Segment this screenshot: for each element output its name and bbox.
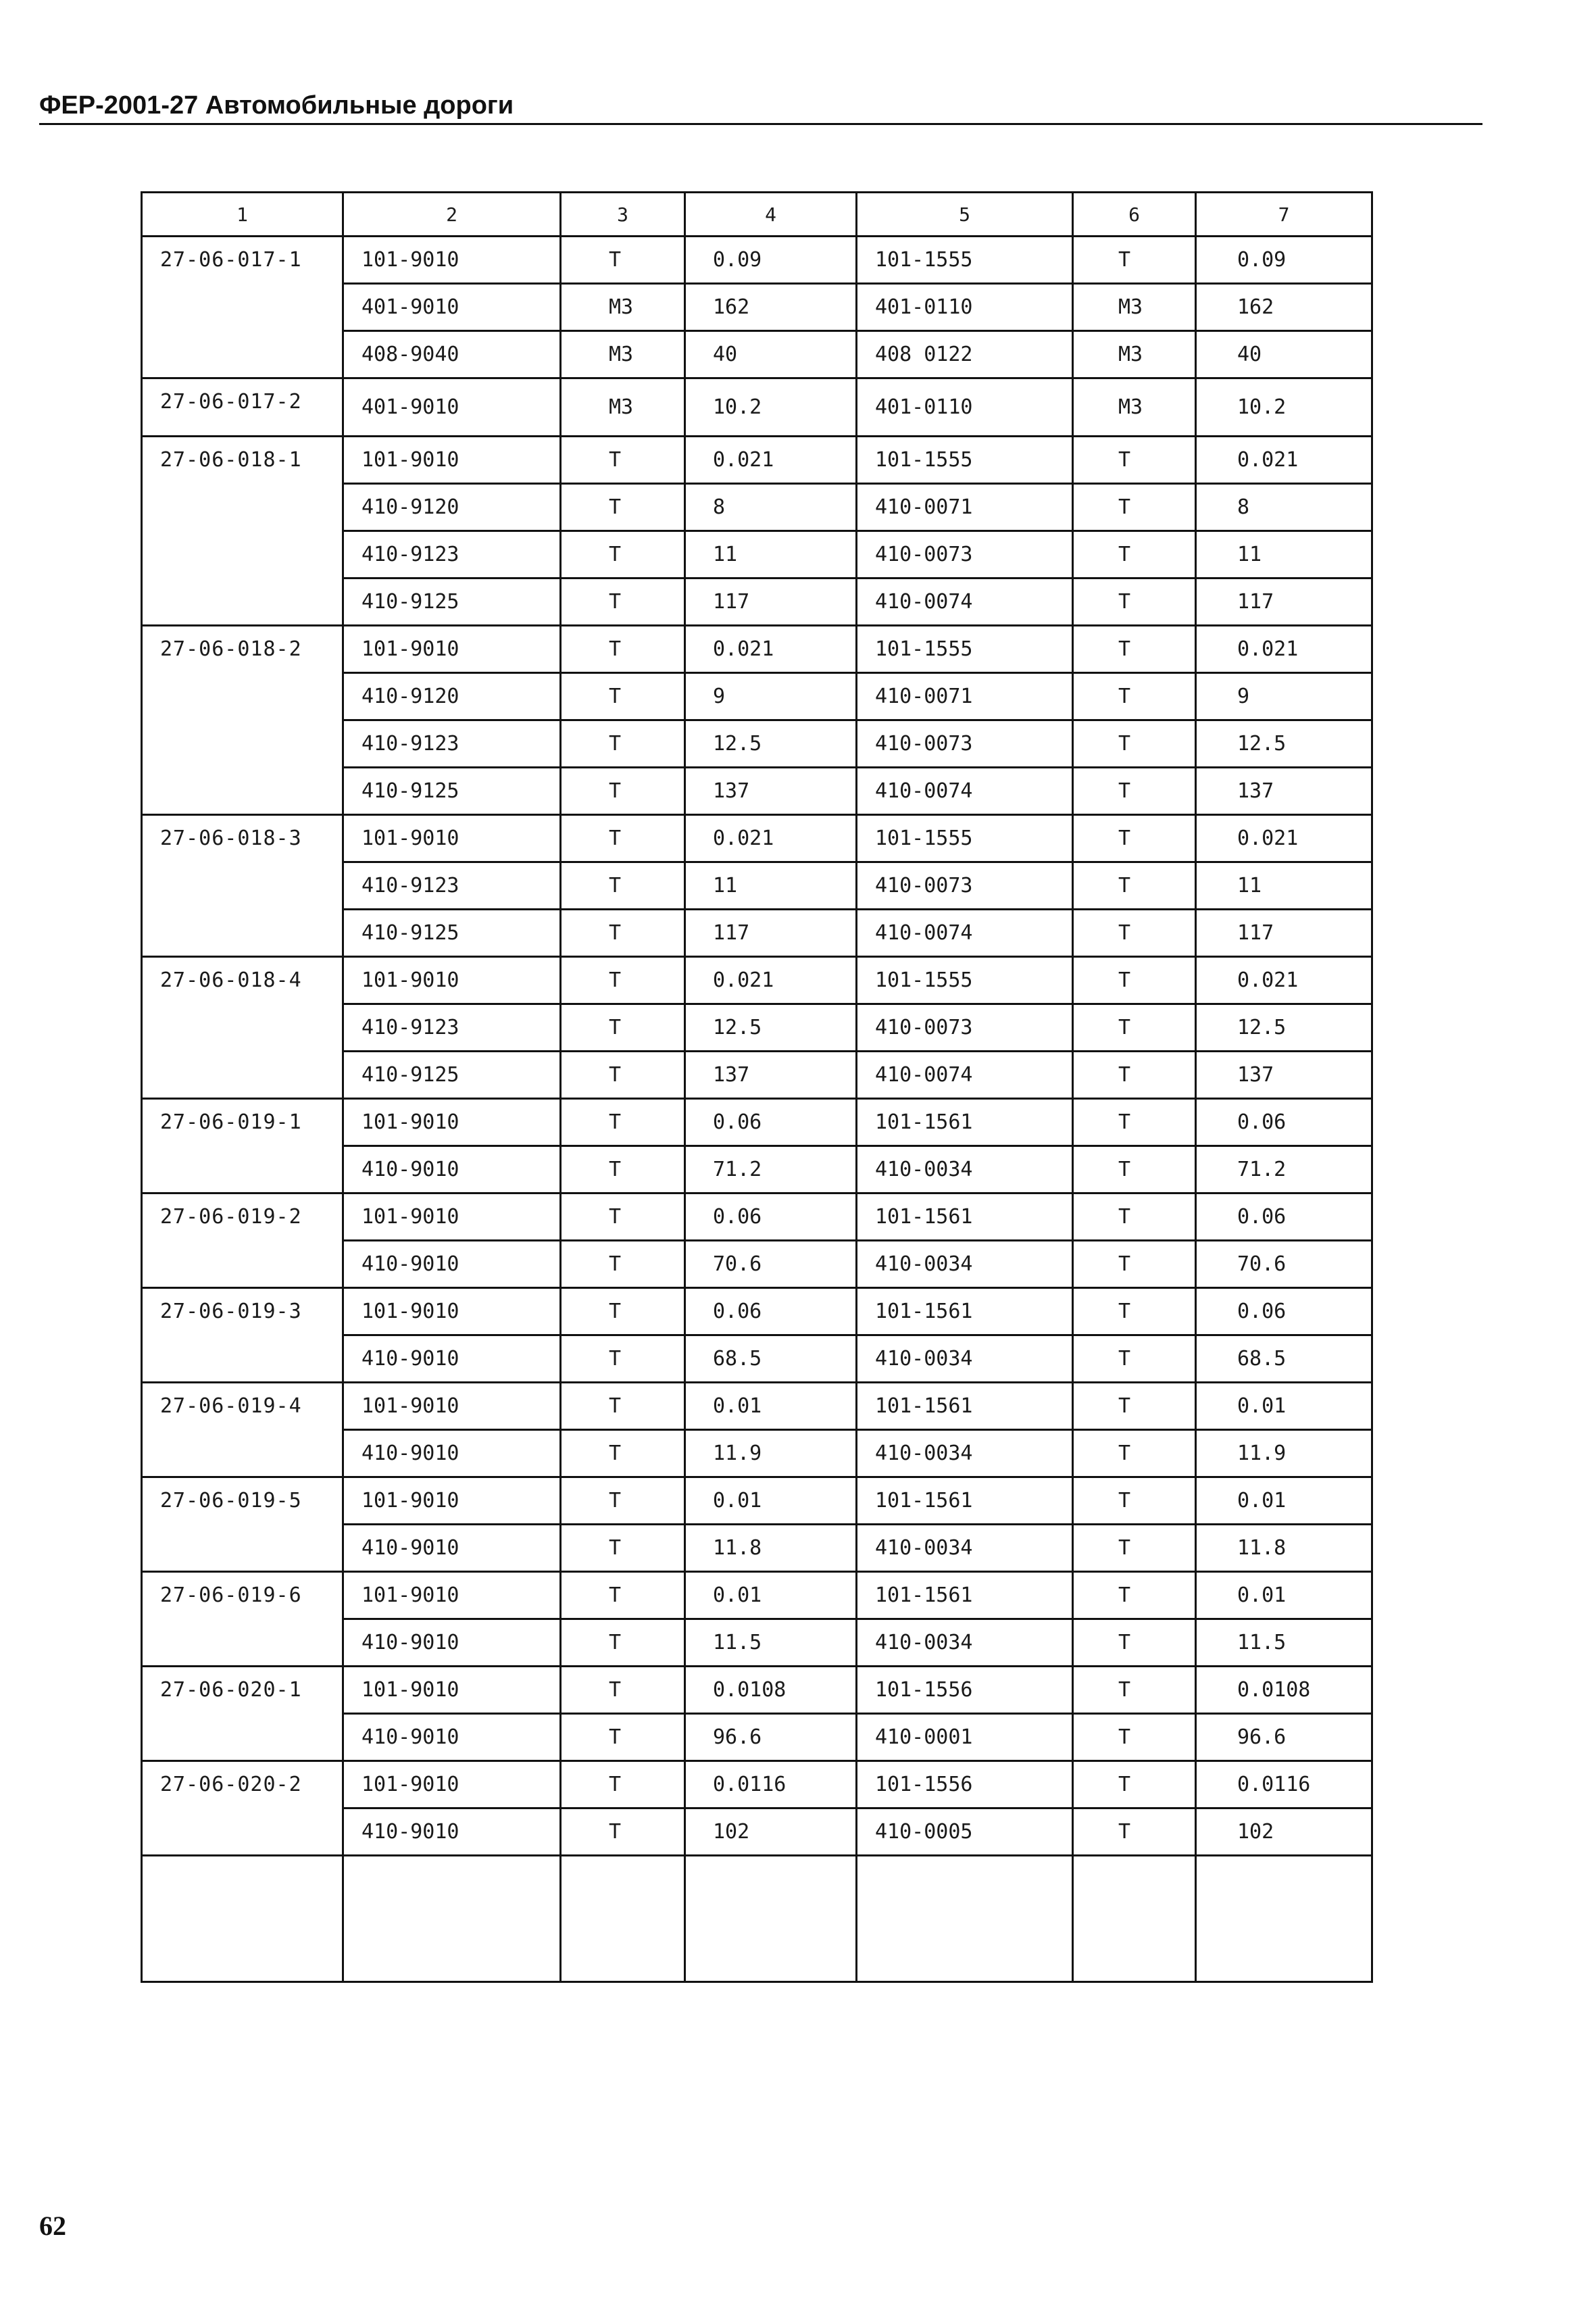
old-resource-code-cell: 410-9125 xyxy=(343,1052,561,1099)
new-unit-cell: Т xyxy=(1073,1572,1196,1619)
old-resource-code-cell: 410-9010 xyxy=(343,1241,561,1288)
new-quantity-cell: 0.06 xyxy=(1196,1193,1372,1241)
new-quantity-cell: 0.021 xyxy=(1196,437,1372,484)
old-unit-cell: Т xyxy=(561,1335,685,1383)
new-resource-code-cell: 410-0005 xyxy=(857,1808,1073,1856)
empty-cell xyxy=(857,1856,1073,1982)
column-header: 4 xyxy=(685,193,857,237)
old-unit-cell: Т xyxy=(561,626,685,673)
old-unit-cell: Т xyxy=(561,862,685,910)
new-unit-cell: Т xyxy=(1073,1193,1196,1241)
old-unit-cell: Т xyxy=(561,1477,685,1525)
new-unit-cell: Т xyxy=(1073,1241,1196,1288)
new-unit-cell: Т xyxy=(1073,1335,1196,1383)
empty-cell xyxy=(1073,1856,1196,1982)
column-header: 1 xyxy=(142,193,343,237)
new-resource-code-cell: 101-1555 xyxy=(857,437,1073,484)
old-quantity-cell: 0.021 xyxy=(685,815,857,862)
column-header: 2 xyxy=(343,193,561,237)
old-resource-code-cell: 410-9010 xyxy=(343,1714,561,1761)
new-unit-cell: Т xyxy=(1073,768,1196,815)
old-quantity-cell: 162 xyxy=(685,284,857,331)
new-quantity-cell: 11.8 xyxy=(1196,1525,1372,1572)
old-resource-code-cell: 410-9120 xyxy=(343,673,561,720)
table-row xyxy=(142,1477,1372,1525)
old-quantity-cell: 71.2 xyxy=(685,1146,857,1193)
table-row xyxy=(142,437,1372,484)
old-unit-cell: Т xyxy=(561,1193,685,1241)
old-resource-code-cell: 101-9010 xyxy=(343,1099,561,1146)
new-quantity-cell: 0.01 xyxy=(1196,1383,1372,1430)
old-unit-cell: Т xyxy=(561,237,685,284)
old-quantity-cell: 0.021 xyxy=(685,626,857,673)
new-unit-cell: Т xyxy=(1073,626,1196,673)
new-quantity-cell: 117 xyxy=(1196,578,1372,626)
empty-cell xyxy=(142,1856,343,1982)
new-resource-code-cell: 410-0073 xyxy=(857,862,1073,910)
new-unit-cell: Т xyxy=(1073,720,1196,768)
new-quantity-cell: 0.0116 xyxy=(1196,1761,1372,1808)
old-quantity-cell: 0.0116 xyxy=(685,1761,857,1808)
old-resource-code-cell: 410-9123 xyxy=(343,862,561,910)
page-header xyxy=(39,87,1482,125)
new-quantity-cell: 12.5 xyxy=(1196,720,1372,768)
rate-code-cell: 27-06-019-4 xyxy=(142,1383,343,1477)
new-quantity-cell: 11.9 xyxy=(1196,1430,1372,1477)
rate-code-cell: 27-06-019-2 xyxy=(142,1193,343,1288)
table-row xyxy=(142,237,1372,284)
new-quantity-cell: 0.01 xyxy=(1196,1572,1372,1619)
new-unit-cell: Т xyxy=(1073,437,1196,484)
new-resource-code-cell: 401-0110 xyxy=(857,284,1073,331)
new-resource-code-cell: 410-0034 xyxy=(857,1619,1073,1667)
old-resource-code-cell: 410-9010 xyxy=(343,1430,561,1477)
new-quantity-cell: 0.021 xyxy=(1196,957,1372,1004)
old-quantity-cell: 0.0108 xyxy=(685,1667,857,1714)
old-quantity-cell: 0.01 xyxy=(685,1383,857,1430)
new-resource-code-cell: 401-0110 xyxy=(857,378,1073,437)
old-unit-cell: Т xyxy=(561,531,685,578)
new-unit-cell: Т xyxy=(1073,957,1196,1004)
new-unit-cell: Т xyxy=(1073,578,1196,626)
new-resource-code-cell: 101-1556 xyxy=(857,1761,1073,1808)
old-quantity-cell: 0.06 xyxy=(685,1288,857,1335)
old-quantity-cell: 12.5 xyxy=(685,1004,857,1052)
resource-table xyxy=(141,191,1373,1983)
old-quantity-cell: 9 xyxy=(685,673,857,720)
new-quantity-cell: 11 xyxy=(1196,862,1372,910)
old-unit-cell: Т xyxy=(561,910,685,957)
rate-code-cell: 27-06-018-1 xyxy=(142,437,343,626)
new-resource-code-cell: 101-1555 xyxy=(857,626,1073,673)
new-quantity-cell: 71.2 xyxy=(1196,1146,1372,1193)
old-unit-cell: Т xyxy=(561,1052,685,1099)
new-quantity-cell: 0.06 xyxy=(1196,1288,1372,1335)
old-unit-cell: Т xyxy=(561,815,685,862)
old-unit-cell: Т xyxy=(561,1572,685,1619)
rate-code-cell: 27-06-020-2 xyxy=(142,1761,343,1856)
old-resource-code-cell: 101-9010 xyxy=(343,815,561,862)
table-row xyxy=(142,1383,1372,1430)
old-quantity-cell: 0.06 xyxy=(685,1099,857,1146)
old-resource-code-cell: 101-9010 xyxy=(343,1193,561,1241)
new-quantity-cell: 0.021 xyxy=(1196,815,1372,862)
table-row xyxy=(142,1572,1372,1619)
empty-cell xyxy=(1196,1856,1372,1982)
old-quantity-cell: 11.9 xyxy=(685,1430,857,1477)
new-unit-cell: Т xyxy=(1073,1761,1196,1808)
column-header: 6 xyxy=(1073,193,1196,237)
old-quantity-cell: 11 xyxy=(685,862,857,910)
old-unit-cell: Т xyxy=(561,437,685,484)
new-resource-code-cell: 410-0034 xyxy=(857,1241,1073,1288)
old-resource-code-cell: 408-9040 xyxy=(343,331,561,378)
old-unit-cell: Т xyxy=(561,578,685,626)
table-row xyxy=(142,626,1372,673)
new-resource-code-cell: 410-0071 xyxy=(857,484,1073,531)
old-resource-code-cell: 410-9010 xyxy=(343,1525,561,1572)
new-quantity-cell: 70.6 xyxy=(1196,1241,1372,1288)
new-unit-cell: Т xyxy=(1073,1525,1196,1572)
new-unit-cell: Т xyxy=(1073,862,1196,910)
new-unit-cell: Т xyxy=(1073,1052,1196,1099)
old-unit-cell: Т xyxy=(561,1430,685,1477)
rate-code-cell: 27-06-018-3 xyxy=(142,815,343,957)
old-unit-cell: Т xyxy=(561,1241,685,1288)
new-quantity-cell: 11.5 xyxy=(1196,1619,1372,1667)
table-row xyxy=(142,1193,1372,1241)
new-quantity-cell: 0.0108 xyxy=(1196,1667,1372,1714)
new-unit-cell: Т xyxy=(1073,1146,1196,1193)
old-unit-cell: М3 xyxy=(561,378,685,437)
new-resource-code-cell: 410-0034 xyxy=(857,1335,1073,1383)
page-number: 62 xyxy=(39,2211,66,2241)
new-resource-code-cell: 410-0074 xyxy=(857,768,1073,815)
new-unit-cell: Т xyxy=(1073,1004,1196,1052)
old-resource-code-cell: 101-9010 xyxy=(343,1383,561,1430)
old-unit-cell: М3 xyxy=(561,331,685,378)
old-resource-code-cell: 101-9010 xyxy=(343,437,561,484)
old-resource-code-cell: 101-9010 xyxy=(343,1288,561,1335)
old-resource-code-cell: 410-9120 xyxy=(343,484,561,531)
table-body xyxy=(142,237,1372,1982)
old-quantity-cell: 40 xyxy=(685,331,857,378)
old-unit-cell: Т xyxy=(561,720,685,768)
old-quantity-cell: 70.6 xyxy=(685,1241,857,1288)
new-resource-code-cell: 410-0074 xyxy=(857,910,1073,957)
new-resource-code-cell: 408 0122 xyxy=(857,331,1073,378)
column-header: 3 xyxy=(561,193,685,237)
rate-code-cell: 27-06-018-4 xyxy=(142,957,343,1099)
old-unit-cell: Т xyxy=(561,1667,685,1714)
table-row xyxy=(142,378,1372,437)
table-row xyxy=(142,1099,1372,1146)
old-resource-code-cell: 101-9010 xyxy=(343,1667,561,1714)
new-resource-code-cell: 410-0073 xyxy=(857,720,1073,768)
old-quantity-cell: 137 xyxy=(685,768,857,815)
table-row xyxy=(142,1667,1372,1714)
new-unit-cell: Т xyxy=(1073,1099,1196,1146)
empty-row xyxy=(142,1856,1372,1982)
new-resource-code-cell: 101-1561 xyxy=(857,1383,1073,1430)
new-quantity-cell: 8 xyxy=(1196,484,1372,531)
old-resource-code-cell: 101-9010 xyxy=(343,957,561,1004)
old-unit-cell: Т xyxy=(561,1714,685,1761)
old-unit-cell: Т xyxy=(561,1808,685,1856)
resource-table-container xyxy=(141,191,1371,1983)
old-quantity-cell: 11.5 xyxy=(685,1619,857,1667)
new-resource-code-cell: 101-1555 xyxy=(857,815,1073,862)
old-quantity-cell: 102 xyxy=(685,1808,857,1856)
new-resource-code-cell: 410-0074 xyxy=(857,1052,1073,1099)
old-unit-cell: Т xyxy=(561,1004,685,1052)
old-resource-code-cell: 101-9010 xyxy=(343,626,561,673)
new-unit-cell: Т xyxy=(1073,910,1196,957)
rate-code-cell: 27-06-019-1 xyxy=(142,1099,343,1193)
new-unit-cell: Т xyxy=(1073,1808,1196,1856)
old-resource-code-cell: 101-9010 xyxy=(343,237,561,284)
old-quantity-cell: 11 xyxy=(685,531,857,578)
column-number-row xyxy=(142,193,1372,237)
new-unit-cell: М3 xyxy=(1073,284,1196,331)
old-resource-code-cell: 410-9125 xyxy=(343,768,561,815)
new-unit-cell: Т xyxy=(1073,1477,1196,1525)
new-unit-cell: Т xyxy=(1073,673,1196,720)
rate-code-cell: 27-06-017-1 xyxy=(142,237,343,378)
column-header: 7 xyxy=(1196,193,1372,237)
new-unit-cell: М3 xyxy=(1073,378,1196,437)
new-unit-cell: Т xyxy=(1073,237,1196,284)
old-resource-code-cell: 410-9123 xyxy=(343,1004,561,1052)
empty-cell xyxy=(685,1856,857,1982)
old-resource-code-cell: 401-9010 xyxy=(343,378,561,437)
new-unit-cell: Т xyxy=(1073,1667,1196,1714)
new-unit-cell: Т xyxy=(1073,1288,1196,1335)
new-resource-code-cell: 410-0034 xyxy=(857,1525,1073,1572)
new-quantity-cell: 9 xyxy=(1196,673,1372,720)
old-resource-code-cell: 101-9010 xyxy=(343,1477,561,1525)
new-quantity-cell: 0.021 xyxy=(1196,626,1372,673)
empty-cell xyxy=(343,1856,561,1982)
old-quantity-cell: 117 xyxy=(685,910,857,957)
old-unit-cell: Т xyxy=(561,957,685,1004)
new-unit-cell: Т xyxy=(1073,815,1196,862)
old-quantity-cell: 0.021 xyxy=(685,957,857,1004)
old-unit-cell: М3 xyxy=(561,284,685,331)
old-quantity-cell: 68.5 xyxy=(685,1335,857,1383)
new-quantity-cell: 162 xyxy=(1196,284,1372,331)
new-resource-code-cell: 101-1561 xyxy=(857,1193,1073,1241)
new-quantity-cell: 102 xyxy=(1196,1808,1372,1856)
new-quantity-cell: 11 xyxy=(1196,531,1372,578)
table-row xyxy=(142,1288,1372,1335)
new-resource-code-cell: 410-0034 xyxy=(857,1146,1073,1193)
old-unit-cell: Т xyxy=(561,1288,685,1335)
new-resource-code-cell: 101-1561 xyxy=(857,1572,1073,1619)
old-quantity-cell: 0.06 xyxy=(685,1193,857,1241)
old-resource-code-cell: 410-9010 xyxy=(343,1146,561,1193)
new-resource-code-cell: 101-1561 xyxy=(857,1477,1073,1525)
new-resource-code-cell: 101-1555 xyxy=(857,957,1073,1004)
rate-code-cell: 27-06-019-5 xyxy=(142,1477,343,1572)
new-resource-code-cell: 410-0073 xyxy=(857,531,1073,578)
table-row xyxy=(142,1761,1372,1808)
rate-code-cell: 27-06-019-3 xyxy=(142,1288,343,1383)
old-quantity-cell: 0.09 xyxy=(685,237,857,284)
new-quantity-cell: 0.09 xyxy=(1196,237,1372,284)
old-resource-code-cell: 410-9123 xyxy=(343,531,561,578)
new-resource-code-cell: 101-1561 xyxy=(857,1099,1073,1146)
new-quantity-cell: 12.5 xyxy=(1196,1004,1372,1052)
old-resource-code-cell: 410-9123 xyxy=(343,720,561,768)
new-quantity-cell: 117 xyxy=(1196,910,1372,957)
old-unit-cell: Т xyxy=(561,1761,685,1808)
old-resource-code-cell: 410-9125 xyxy=(343,578,561,626)
old-quantity-cell: 8 xyxy=(685,484,857,531)
new-resource-code-cell: 410-0071 xyxy=(857,673,1073,720)
new-resource-code-cell: 410-0073 xyxy=(857,1004,1073,1052)
old-resource-code-cell: 401-9010 xyxy=(343,284,561,331)
old-quantity-cell: 137 xyxy=(685,1052,857,1099)
old-resource-code-cell: 410-9010 xyxy=(343,1335,561,1383)
old-unit-cell: Т xyxy=(561,484,685,531)
new-resource-code-cell: 410-0001 xyxy=(857,1714,1073,1761)
old-unit-cell: Т xyxy=(561,1383,685,1430)
new-resource-code-cell: 101-1561 xyxy=(857,1288,1073,1335)
new-unit-cell: М3 xyxy=(1073,331,1196,378)
new-quantity-cell: 0.06 xyxy=(1196,1099,1372,1146)
old-quantity-cell: 0.021 xyxy=(685,437,857,484)
old-unit-cell: Т xyxy=(561,1525,685,1572)
rate-code-cell: 27-06-020-1 xyxy=(142,1667,343,1761)
old-quantity-cell: 11.8 xyxy=(685,1525,857,1572)
new-quantity-cell: 137 xyxy=(1196,768,1372,815)
new-quantity-cell: 10.2 xyxy=(1196,378,1372,437)
new-unit-cell: Т xyxy=(1073,1714,1196,1761)
new-unit-cell: Т xyxy=(1073,484,1196,531)
new-unit-cell: Т xyxy=(1073,531,1196,578)
old-unit-cell: Т xyxy=(561,1146,685,1193)
old-unit-cell: Т xyxy=(561,1619,685,1667)
new-quantity-cell: 68.5 xyxy=(1196,1335,1372,1383)
rate-code-cell: 27-06-018-2 xyxy=(142,626,343,815)
new-resource-code-cell: 101-1555 xyxy=(857,237,1073,284)
new-unit-cell: Т xyxy=(1073,1619,1196,1667)
new-quantity-cell: 0.01 xyxy=(1196,1477,1372,1525)
empty-cell xyxy=(561,1856,685,1982)
new-quantity-cell: 96.6 xyxy=(1196,1714,1372,1761)
column-header: 5 xyxy=(857,193,1073,237)
old-resource-code-cell: 410-9010 xyxy=(343,1619,561,1667)
old-resource-code-cell: 410-9125 xyxy=(343,910,561,957)
new-resource-code-cell: 410-0074 xyxy=(857,578,1073,626)
old-quantity-cell: 12.5 xyxy=(685,720,857,768)
old-resource-code-cell: 410-9010 xyxy=(343,1808,561,1856)
rate-code-cell: 27-06-019-6 xyxy=(142,1572,343,1667)
old-resource-code-cell: 101-9010 xyxy=(343,1572,561,1619)
new-quantity-cell: 40 xyxy=(1196,331,1372,378)
old-resource-code-cell: 101-9010 xyxy=(343,1761,561,1808)
document-title: ФЕР-2001-27 Автомобильные дороги xyxy=(39,91,514,120)
old-quantity-cell: 10.2 xyxy=(685,378,857,437)
old-quantity-cell: 96.6 xyxy=(685,1714,857,1761)
old-unit-cell: Т xyxy=(561,673,685,720)
new-unit-cell: Т xyxy=(1073,1383,1196,1430)
old-quantity-cell: 117 xyxy=(685,578,857,626)
new-unit-cell: Т xyxy=(1073,1430,1196,1477)
rate-code-cell: 27-06-017-2 xyxy=(142,378,343,437)
old-quantity-cell: 0.01 xyxy=(685,1477,857,1525)
old-quantity-cell: 0.01 xyxy=(685,1572,857,1619)
old-unit-cell: Т xyxy=(561,768,685,815)
table-row xyxy=(142,957,1372,1004)
new-resource-code-cell: 410-0034 xyxy=(857,1430,1073,1477)
table-row xyxy=(142,815,1372,862)
new-resource-code-cell: 101-1556 xyxy=(857,1667,1073,1714)
new-quantity-cell: 137 xyxy=(1196,1052,1372,1099)
old-unit-cell: Т xyxy=(561,1099,685,1146)
